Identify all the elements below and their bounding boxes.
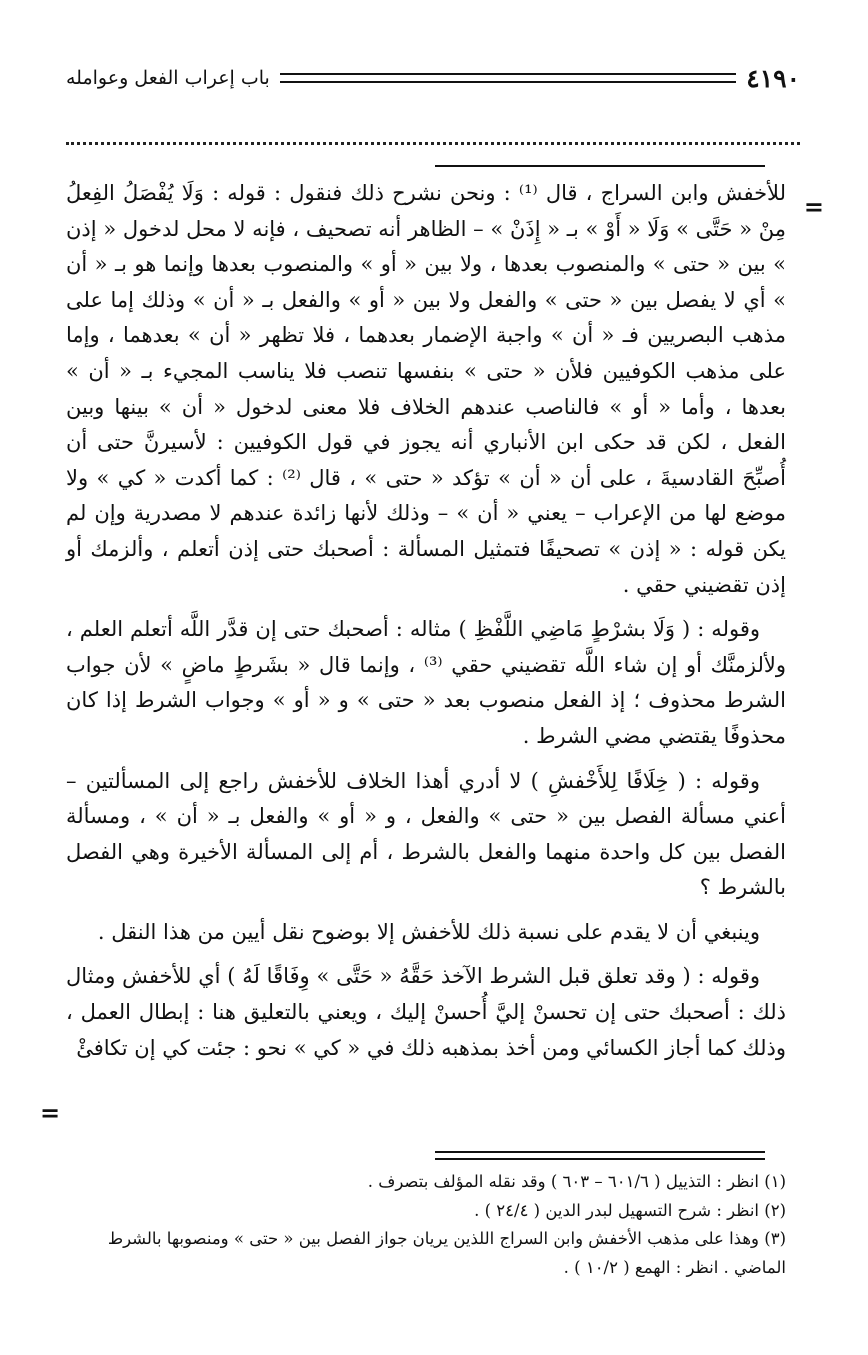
paragraph-5: وقوله : ( وقد تعلق قبل الشرط الآخذ حَقَّهُ « حَتَّى » وِفَاقًا لَهُ ) أي للأخفش ومثال ذلك : أصحبك حتى إن تحسنْ إليَّ أُحسنْ إليك ، ويعني بالتعليق هنا : إبطال العمل ، وذلك كما أجاز الكسائي ومن أخذ بمذهبه ذلك في « كي » نحو : جئت كي إن تكافئْ bbox=[66, 964, 786, 1060]
footnotes bbox=[66, 1168, 786, 1282]
continuation-mark-start: = bbox=[803, 192, 824, 221]
continuation-mark-end: = bbox=[40, 1098, 61, 1127]
footnote-1: (١) انظر : التذييل ( ٦٠١/٦ – ٦٠٣ ) وقد نقله المؤلف بتصرف . bbox=[367, 1172, 786, 1191]
dotted-separator bbox=[66, 142, 800, 145]
paragraph-1: للأخفش وابن السراج ، قال ⁽¹⁾ : ونحن نشرح ذلك فنقول : قوله : وَلَا يُفْصَلُ الفِعلُ مِنْ « حَتَّى » وَلَا « أَوْ » بـ « إِذَنْ » – الظاهر أنه تصحيف ، فإنه لا محل لدخول « إذن » بين « حتى » والمنصوب بعدها ، ولا بين « أو » والمنصوب بعدها وإنما هو بـ « أن » أي لا يفصل بين « حتى » والفعل ولا بين « أو » والفعل بـ « أن » وذلك إما على مذهب البصريين فـ « أن » واجبة الإضمار بعدهما ، فلا تظهر « أن » بعدهما ، وإما على مذهب الكوفيين فلأن « حتى » بنفسها تنصب فلا يناسب المجيء بـ « أن » بعدها ، وأما « أو » فالناصب عندهم الخلاف فلا معنى لدخول « أن » بينها وبين الفعل ، لكن قد حكى ابن الأنباري أنه يجوز في قول الكوفيين : لأسيرنَّ حتى أن أُصبِّحَ القادسيةَ ، على أن « أن » تؤكد « حتى » ، قال ⁽²⁾ : كما أكدت « كي » ولا موضع لها من الإعراب – يعني « أن » – وذلك لأنها زائدة عندهم لا مصدرية وإن لم يكن قوله : « إذن » تصحيفًا فتمثيل المسألة : أصحبك حتى إذن أتعلم ، وألزمك أو إذن تقضيني حقي . bbox=[66, 181, 786, 597]
paragraph-4: وينبغي أن لا يقدم على نسبة ذلك للأخفش إلا بوضوح نقل أيين من هذا النقل . bbox=[97, 919, 760, 944]
page-number: ٤١٩٠ bbox=[746, 63, 800, 93]
header-rule bbox=[280, 73, 736, 83]
running-title: باب إعراب الفعل وعوامله bbox=[66, 67, 270, 89]
page-header bbox=[66, 62, 800, 94]
footnote-2: (٢) انظر : شرح التسهيل لبدر الدين ( ٢٤/٤ ) . bbox=[474, 1200, 786, 1220]
footnote-3: (٣) وهذا على مذهب الأخفش وابن السراج اللذين يريان جواز الفصل بين « حتى » ومنصوبها بالشرط الماضي . انظر : الهمع ( ١٠/٢ ) . bbox=[107, 1229, 786, 1277]
footnote-rule bbox=[435, 1151, 765, 1160]
short-separator bbox=[435, 165, 765, 167]
main-text bbox=[66, 176, 786, 1075]
paragraph-2: وقوله : ( وَلَا بشرْطٍ مَاضِي اللَّفْظِ ) مثاله : أصحبك حتى إن قدَّر اللَّه أتعلم العلم ، ولألزمنَّك أو إن شاء اللَّه تقضيني حقي ⁽³⁾ ، وإنما قال « بشَرطٍ ماضٍ » لأن جواب الشرط محذوف ؛ إذ الفعل منصوب بعد « حتى » و « أو » وجواب الشرط إذا كان محذوفًا يقتضي مضي الشرط . bbox=[66, 617, 787, 748]
paragraph-3: وقوله : ( خِلَافًا لِلأَخْفشِ ) لا أدري أهذا الخلاف للأخفش راجع إلى المسألتين – أعني مسألة الفصل بين « حتى » والفعل ، و « أو » والفعل بـ « أن » ، ومسألة الفصل بين كل واحدة منهما والفعل بالشرط ، أم إلى المسألة الأخيرة وهي الفصل بالشرط ؟ bbox=[66, 768, 786, 900]
